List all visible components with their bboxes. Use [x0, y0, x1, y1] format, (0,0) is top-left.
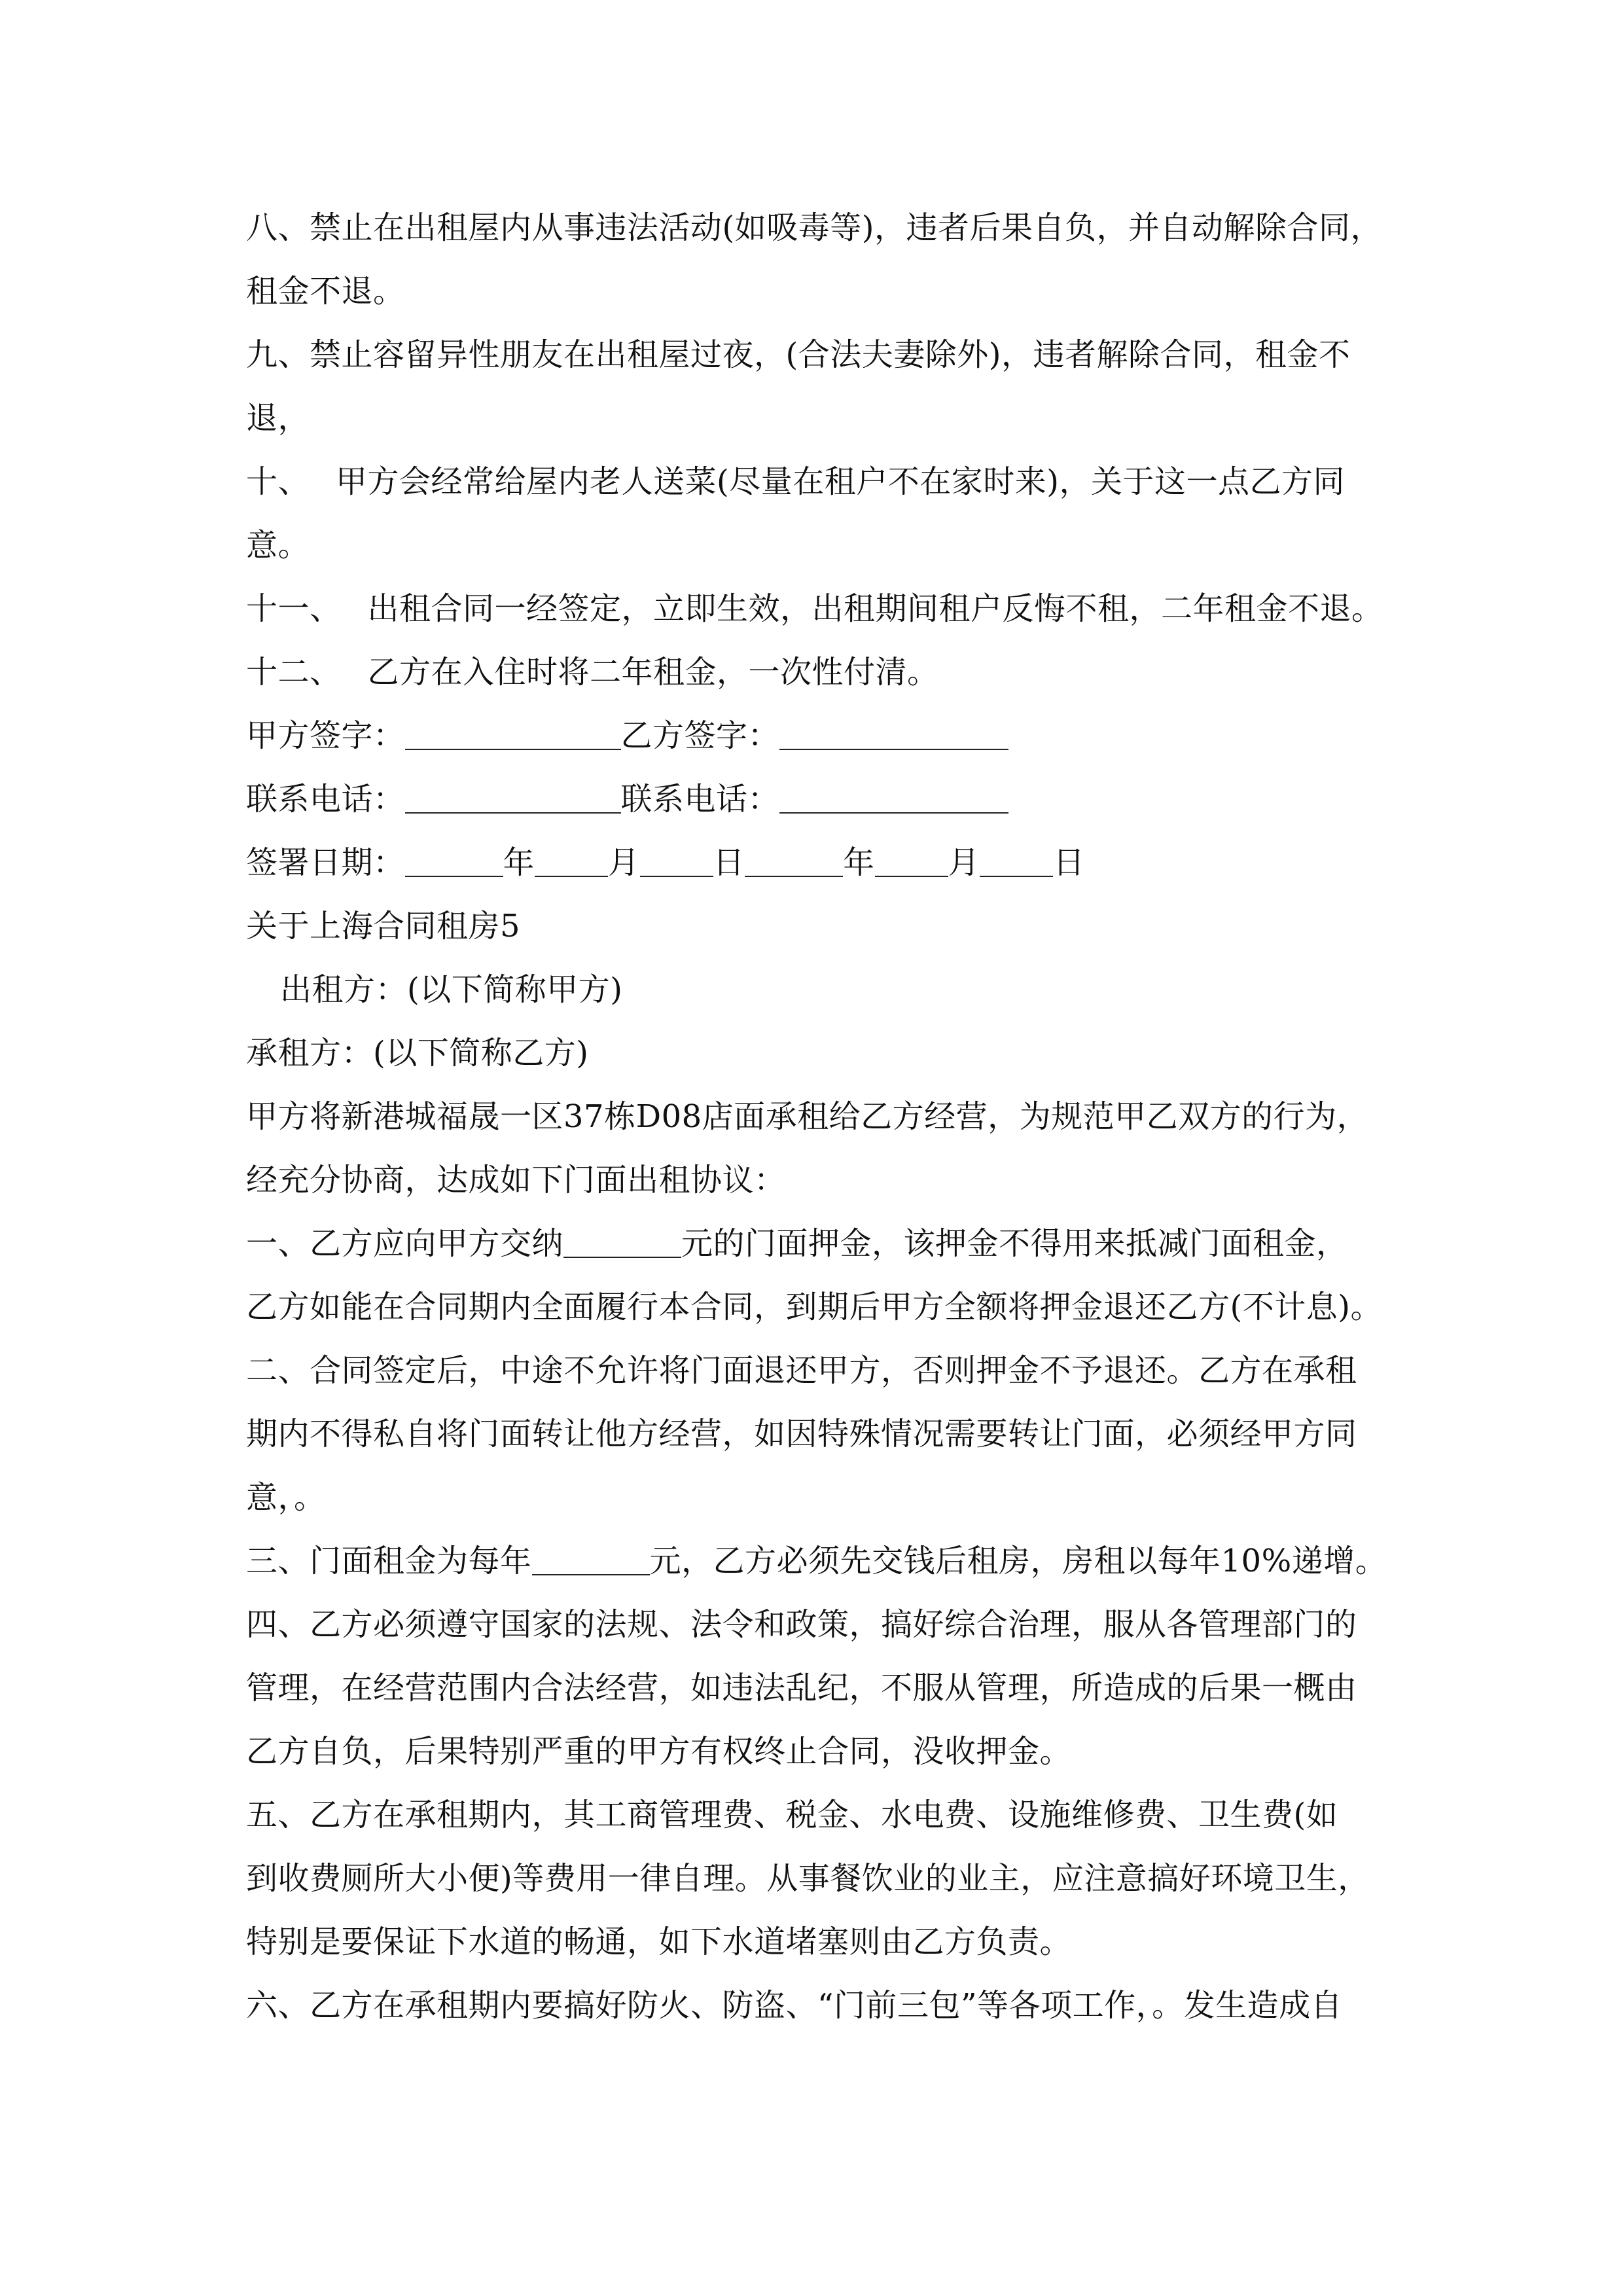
- party-b-year-blank[interactable]: [745, 844, 843, 877]
- intro-line-1: 甲方将新港城福晟一区37栋D08店面承租给乙方经营，为规范甲乙双方的行为，: [246, 1098, 1369, 1135]
- party-b-day-blank[interactable]: [980, 844, 1053, 877]
- party-a-month-blank[interactable]: [535, 844, 608, 877]
- article-5-line-2: 到收费厕所大小便)等费用一律自理。从事餐饮业的业主，应注意搞好环境卫生，: [246, 1860, 1370, 1897]
- lessor-line: 出租方：(以下简称甲方): [280, 971, 623, 1008]
- clause-11-text: 出租合同一经签定，立即生效，出租期间租户反悔不租，二年租金不退。: [367, 590, 1383, 627]
- date-line: [246, 831, 1424, 895]
- party-a-day-blank[interactable]: [640, 844, 713, 877]
- article-5-line-3: 特别是要保证下水道的畅通，如下水道堵塞则由乙方负责。: [246, 1924, 1072, 1960]
- article-5-line-1: 五、乙方在承租期内，其工商管理费、税金、水电费、设施维修费、卫生费(如: [246, 1797, 1338, 1833]
- article-1-text-a: 一、乙方应向甲方交纳: [246, 1225, 564, 1262]
- clause-9-line-2: 退，: [246, 400, 310, 437]
- article-4-line-3: 乙方自负，后果特别严重的甲方有权终止合同，没收押金。: [246, 1733, 1072, 1770]
- clause-10-line-2: 意。: [246, 527, 310, 564]
- annual-rent-blank[interactable]: [532, 1543, 650, 1575]
- month-label-b: 月: [948, 844, 980, 881]
- clause-10-text: 甲方会经常给屋内老人送菜(尽量在租户不在家时来)，关于这一点乙方同: [336, 463, 1345, 500]
- clause-12-line: [246, 641, 1424, 704]
- signature-line: [246, 704, 1424, 768]
- clause-8-line-1: 八、禁止在出租屋内从事违法活动(如吸毒等)，违者后果自负，并自动解除合同，: [246, 209, 1382, 246]
- article-1-text-b: 元的门面押金，该押金不得用来抵减门面租金，: [681, 1225, 1348, 1262]
- article-2-line-1: 二、合同签定后，中途不允许将门面退还甲方，否则押金不予退还。乙方在承租: [246, 1352, 1357, 1389]
- day-label-a: 日: [713, 844, 745, 881]
- party-a-phone-blank[interactable]: [405, 781, 621, 814]
- article-1-line-1: [246, 1212, 1424, 1276]
- article-3-text-a: 三、门面租金为每年: [246, 1543, 532, 1579]
- clause-11-line: [246, 577, 1424, 641]
- party-b-month-blank[interactable]: [875, 844, 948, 877]
- clause-11-number: 十一、: [246, 590, 342, 627]
- party-b-sign-label: 乙方签字：: [620, 717, 780, 754]
- party-b-phone-label: 联系电话：: [620, 781, 780, 817]
- month-label-a: 月: [608, 844, 640, 881]
- contract-5-title: 关于上海合同租房5: [246, 908, 521, 944]
- article-4-line-1: 四、乙方必须遵守国家的法规、法令和政策，搞好综合治理，服从各管理部门的: [246, 1606, 1357, 1643]
- party-a-phone-label: 联系电话：: [246, 781, 405, 817]
- date-label: 签署日期：: [246, 844, 405, 881]
- deposit-amount-blank[interactable]: [563, 1225, 681, 1258]
- article-2-line-3: 意，。: [246, 1479, 326, 1516]
- clause-12-text: 乙方在入住时将二年租金，一次性付清。: [367, 654, 939, 691]
- phone-line: [246, 768, 1424, 831]
- article-1-line-2: 乙方如能在合同期内全面履行本合同，到期后甲方全额将押金退还乙方(不计息)。: [246, 1289, 1382, 1325]
- year-label-b: 年: [843, 844, 875, 881]
- article-6-line-1: 六、乙方在承租期内要搞好防火、防盗、“门前三包”等各项工作，。发生造成自: [246, 1987, 1343, 2024]
- party-b-sign-blank[interactable]: [779, 717, 1008, 750]
- document-page: [246, 196, 1424, 2037]
- article-2-line-2: 期内不得私自将门面转让他方经营，如因特殊情况需要转让门面，必须经甲方同: [246, 1416, 1357, 1452]
- article-3-line: [246, 1530, 1424, 1593]
- clause-8-line-2: 租金不退。: [246, 273, 405, 310]
- clause-10-number: 十、: [246, 463, 310, 500]
- day-label-b: 日: [1053, 844, 1085, 881]
- clause-12-number: 十二、: [246, 654, 342, 691]
- party-a-sign-label: 甲方签字：: [246, 717, 405, 754]
- party-a-sign-blank[interactable]: [405, 717, 621, 750]
- intro-line-2: 经充分协商，达成如下门面出租协议：: [246, 1162, 786, 1198]
- article-4-line-2: 管理，在经营范围内合法经营，如违法乱纪，不服从管理，所造成的后果一概由: [246, 1670, 1357, 1706]
- party-b-phone-blank[interactable]: [779, 781, 1008, 814]
- party-a-year-blank[interactable]: [405, 844, 503, 877]
- article-3-text-b: 元，乙方必须先交钱后租房，房租以每年10%递增。: [649, 1543, 1387, 1579]
- year-label-a: 年: [503, 844, 535, 881]
- clause-9-line-1: 九、禁止容留异性朋友在出租屋过夜，(合法夫妻除外)，违者解除合同，租金不: [246, 336, 1351, 373]
- lessee-line: 承租方：(以下简称乙方): [246, 1035, 589, 1071]
- clause-10-line-1: [246, 450, 1424, 514]
